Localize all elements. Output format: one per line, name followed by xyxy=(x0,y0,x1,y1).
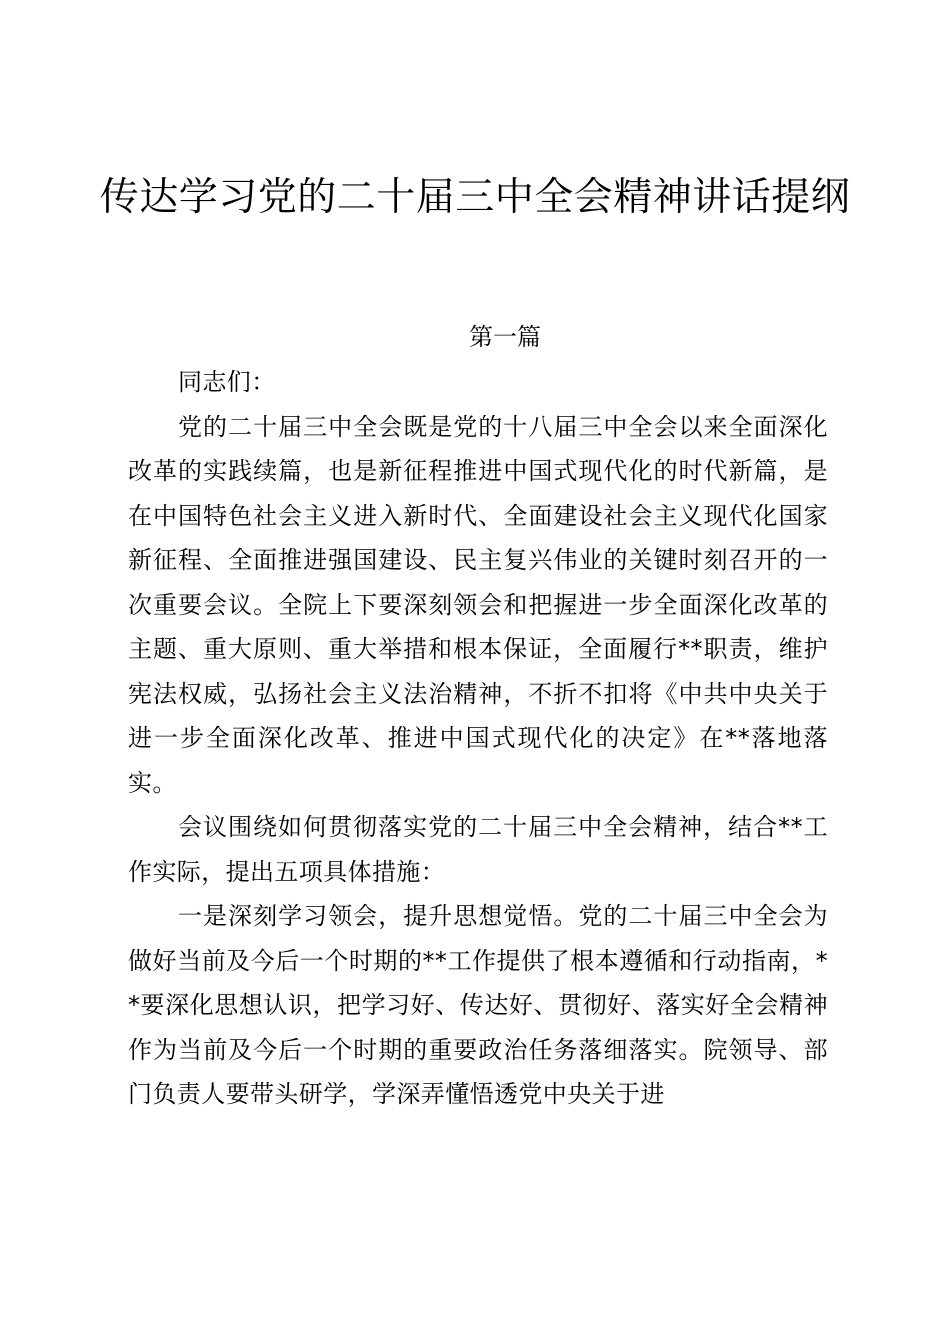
paragraph-salutation: 同志们： xyxy=(178,368,276,396)
paragraph: 党的二十届三中全会既是党的十八届三中全会以来全面深化改革的实践续篇，也是新征程推进中国式现代化的时代新篇，是在中国特色社会主义进入新时代、全面建设社会主义现代化国家新征程、全面推进强国建设、民主复兴伟业的关键时刻召开的一次重要会议。全院上下要深刻领会和把握进一步全面深化改革的主题、重大原则、重大举措和根本保证，全面履行**职责，维护宪法权威，弘扬社会主义法治精神，不折不扣将《中共中央关于进一步全面深化改革、推进中国式现代化的决定》在**落地落实。 xyxy=(128,412,828,797)
document-body xyxy=(128,360,828,1117)
paragraph: 一是深刻学习领会，提升思想觉悟。党的二十届三中全会为做好当前及今后一个时期的**工作提供了根本遵循和行动指南，**要深化思想认识，把学习好、传达好、贯彻好、落实好全会精神作为当前及今后一个时期的重要政治任务落细落实。院领导、部门负责人要带头研学，学深弄懂悟透党中央关于进 xyxy=(128,902,828,1108)
section-heading: 第一篇 xyxy=(469,323,541,351)
paragraph: 会议围绕如何贯彻落实党的二十届三中全会精神，结合**工作实际，提出五项具体措施： xyxy=(128,813,828,886)
document-title: 传达学习党的二十届三中全会精神讲话提纲 xyxy=(99,175,851,220)
